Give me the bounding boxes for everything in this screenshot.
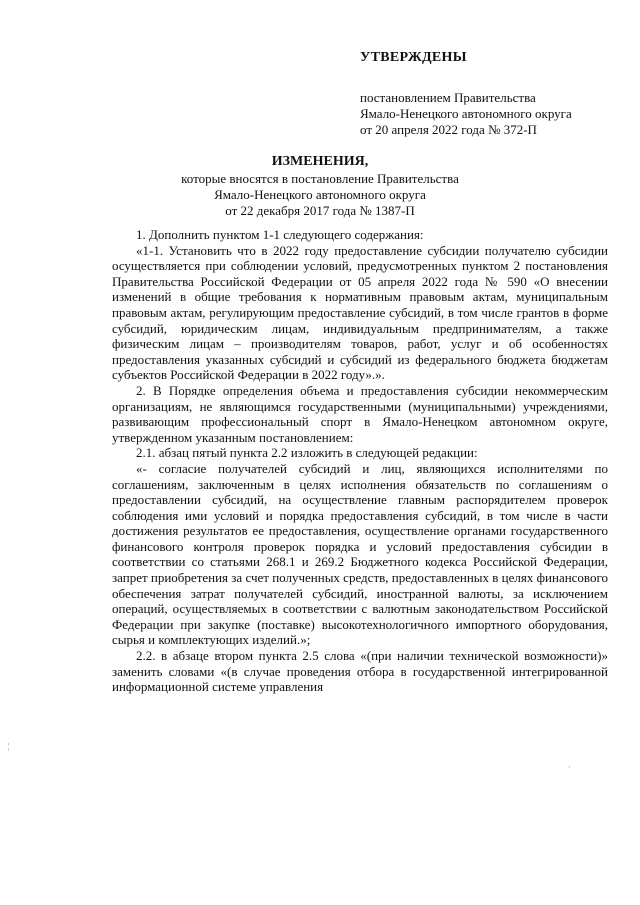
paragraph: «1-1. Установить что в 2022 году предоставление субсидии получателю субсидии осуществляется при соблюдении условий, предусмотренных пунктом 2 постановления Правительства Российской Федерации от 05 апреля 2022 года № 590 «О внесении изменений в общие требования к нормативным правовым актам, муниципальным правовым актам, регулирующим предоставление субсидий, в том числе грантов в форме субсидий, юридическим лицам, индивидуальным предпринимателям, а также физическим лицам – производителям товаров, работ, услуг и об особенностях предоставления указанных субсидий и субсидий из федерального бюджета бюджетам субъектов Российской Федерации в 2022 году».». [112, 242, 608, 383]
title-line: от 22 декабря 2017 года № 1387-П [225, 203, 415, 218]
approval-heading: УТВЕРЖДЕНЫ [360, 50, 467, 65]
title-line: Ямало-Ненецкого автономного округа [214, 187, 426, 202]
approval-stamp [360, 50, 630, 138]
title-line: которые вносятся в постановление Правительства [181, 171, 459, 186]
paragraph: 2. В Порядке определения объема и предоставления субсидии некоммерческим организациям, не являющимся государственными (муниципальными) учреждениями, развивающим профессиональный спорт в Ямало-Ненецком автономном округе, утвержденном указанным постановлением: [112, 382, 608, 445]
paragraph: «- согласие получателей субсидий и лиц, являющихся исполнителями по соглашениям, заключенным в целях исполнения обязательств по соглашениям о предоставлении субсидий, на осуществление главным распорядителем проверок соблюдения ими условий и порядка предоставления субсидий, в том числе в части достижения результатов ее предоставления, осуществление органами государственного финансового контроля проверок порядка и условий предоставления субсидии в соответствии со статьями 268.1 и 269.2 Бюджетного кодекса Российской Федерации, запрет приобретения за счет полученных средств, предоставленных в целях финансового обеспечения затрат получателей субсидий, иностранной валюты, за исключением операций, осуществляемых в соответствии с валютным законодательством Российской Федерации при закупке (поставке) высокотехнологичного импортного оборудования, сырья и комплектующих изделий.»; [112, 460, 608, 648]
approval-line: постановлением Правительства [360, 90, 536, 105]
paragraph: 2.1. абзац пятый пункта 2.2 изложить в следующей редакции: [136, 445, 478, 461]
approval-line: Ямало-Ненецкого автономного округа [360, 106, 572, 121]
paragraph: 2.2. в абзаце втором пункта 2.5 слова «(при наличии технической возможности)» заменить словами «(в случае проведения отбора в государственной интегрированной информационной системе управления [112, 648, 608, 695]
title-main: ИЗМЕНЕНИЯ, [271, 154, 369, 169]
scan-mark: ¦ [8, 742, 10, 751]
document-body [112, 227, 608, 695]
approval-line: от 20 апреля 2022 года № 372-П [360, 122, 537, 137]
document-title [0, 153, 640, 219]
paragraph: 1. Дополнить пунктом 1-1 следующего содержания: [136, 227, 424, 242]
scan-mark: · [568, 763, 571, 772]
